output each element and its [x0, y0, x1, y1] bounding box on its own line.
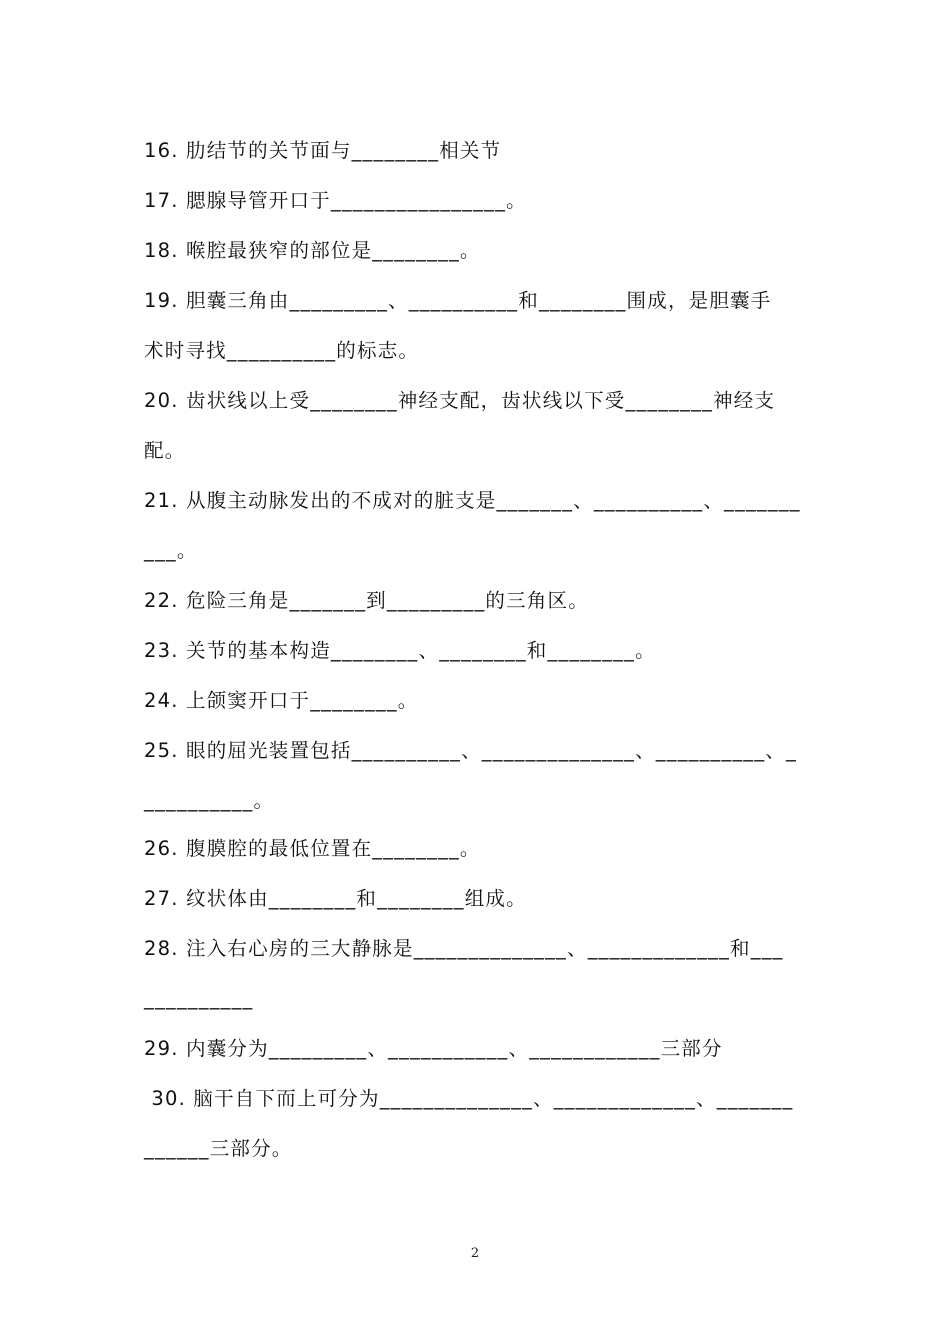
question-26: 26. 腹膜腔的最低位置在________。	[144, 837, 481, 860]
question-28: 28. 注入右心房的三大静脉是______________、_____________和___	[144, 937, 784, 960]
question-21: 21. 从腹主动脉发出的不成对的脏支是_______、__________、_______	[144, 489, 801, 512]
question-30: 30. 脑干自下而上可分为______________、_____________、_______	[144, 1087, 794, 1110]
question-25: 25. 眼的屈光装置包括__________、______________、__________、_	[144, 739, 797, 762]
question-17: 17. 腮腺导管开口于________________。	[144, 189, 527, 212]
question-19: 19. 胆囊三角由_________、__________和________围成，是胆囊手	[144, 289, 772, 312]
question-19-continued: 术时寻找__________的标志。	[144, 339, 420, 362]
question-30-continued: ______三部分。	[144, 1137, 293, 1160]
question-16: 16. 肋结节的关节面与________相关节	[144, 139, 502, 162]
question-28-continued: __________	[144, 987, 254, 1010]
question-23: 23. 关节的基本构造________、________和________。	[144, 639, 656, 662]
question-25-continued: __________。	[144, 789, 275, 812]
question-24: 24. 上颌窦开口于________。	[144, 689, 419, 712]
question-20-continued: 配。	[144, 439, 186, 462]
question-18: 18. 喉腔最狭窄的部位是________。	[144, 239, 481, 262]
question-29: 29. 内囊分为_________、___________、____________三部分	[144, 1037, 723, 1060]
question-21-continued: ___。	[144, 539, 198, 562]
question-27: 27. 纹状体由________和________组成。	[144, 887, 527, 910]
question-22: 22. 危险三角是_______到_________的三角区。	[144, 589, 589, 612]
question-20: 20. 齿状线以上受________神经支配，齿状线以下受________神经支	[144, 389, 776, 412]
page-number: 2	[470, 1246, 480, 1261]
